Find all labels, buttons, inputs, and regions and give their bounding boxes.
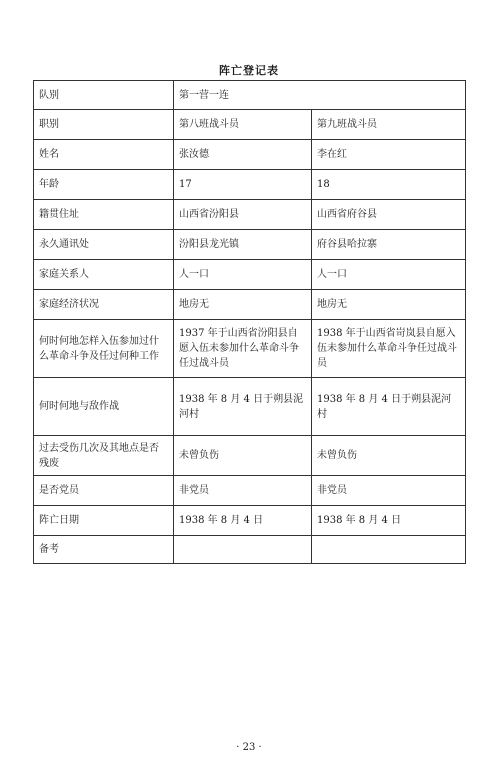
row-label: 姓名 [34,140,174,170]
cell-person-b: 18 [312,170,466,200]
cell-person-b: 第九班战斗员 [312,110,466,140]
cell-person-b: 1938 年 8 月 4 日 [312,506,466,536]
cell-person-b: 1938 年于山西省岢岚县自愿入伍未参加什么革命斗争任过战斗员 [312,320,466,378]
cell-person-a: 张汝德 [174,140,312,170]
cell-person-a: 地房无 [174,290,312,320]
row-label: 职别 [34,110,174,140]
cell-person-b: 人一口 [312,260,466,290]
cell-person-b: 地房无 [312,290,466,320]
row-label: 阵亡日期 [34,506,174,536]
document-title: 阵亡登记表 [219,64,279,77]
row-label: 过去受伤几次及其地点是否残废 [34,436,174,476]
cell-person-a: 1938 年 8 月 4 日 [174,506,312,536]
table-row [34,536,466,564]
table-row [34,140,466,170]
row-label: 何时何地与敌作战 [34,378,174,436]
cell-person-a: 非党员 [174,476,312,506]
row-label: 家庭关系人 [34,260,174,290]
table-row [34,230,466,260]
row-label: 年龄 [34,170,174,200]
cell-person-b: 李在红 [312,140,466,170]
table-row [34,476,466,506]
cell-person-a [174,536,312,564]
cell-person-a: 山西省汾阳县 [174,200,312,230]
table-row [34,260,466,290]
row-label: 永久通讯处 [34,230,174,260]
table-row [34,506,466,536]
table-row [34,200,466,230]
cell-person-a: 1938 年 8 月 4 日于朔县泥河村 [174,378,312,436]
row-label: 家庭经济状况 [34,290,174,320]
row-label: 备考 [34,536,174,564]
cell-person-b: 1938 年 8 月 4 日于朔县泥河村 [312,378,466,436]
cell-person-a: 汾阳县龙光镇 [174,230,312,260]
cell-person-a: 1937 年于山西省汾阳县自愿入伍未参加什么革命斗争任过战斗员 [174,320,312,378]
cell-person-a: 17 [174,170,312,200]
table-row-unit [34,81,466,110]
table-row [34,320,466,378]
cell-person-b: 山西省府谷县 [312,200,466,230]
cell-person-b: 府谷县哈拉寨 [312,230,466,260]
table-row [34,170,466,200]
cell-person-b [312,536,466,564]
casualty-register-table [33,80,466,564]
row-label: 是否党员 [34,476,174,506]
table-row [34,290,466,320]
row-label: 队别 [34,81,174,110]
cell-person-a: 人一口 [174,260,312,290]
cell-person-a: 未曾负伤 [174,436,312,476]
unit-value: 第一营一连 [174,81,466,110]
table-row [34,378,466,436]
page-number: · 23 · [236,742,262,753]
cell-person-a: 第八班战斗员 [174,110,312,140]
table-row [34,110,466,140]
table-row [34,436,466,476]
row-label: 籍贯住址 [34,200,174,230]
row-label: 何时何地怎样入伍参加过什么革命斗争及任过何种工作 [34,320,174,378]
cell-person-b: 未曾负伤 [312,436,466,476]
cell-person-b: 非党员 [312,476,466,506]
